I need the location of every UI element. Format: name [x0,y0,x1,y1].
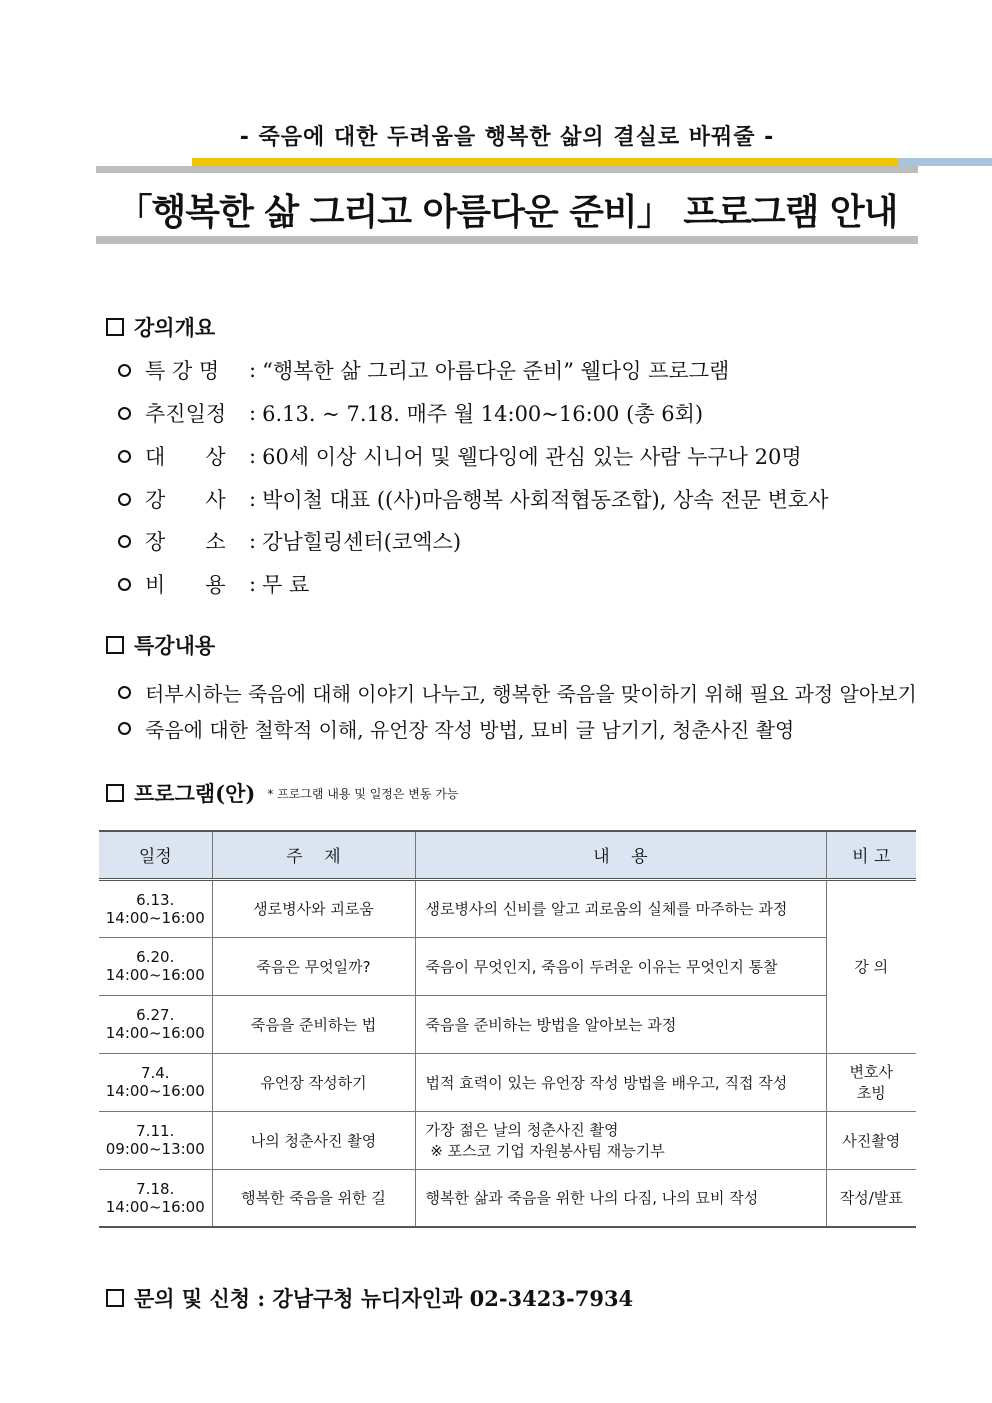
page-title: 「행복한 삶 그리고 아름다운 준비」 프로그램 안내 [116,192,898,233]
item-value: “행복한 삶 그리고 아름다운 준비” 웰다잉 프로그램 [262,359,730,383]
item-label: 추진일정 [145,402,227,426]
circle-bullet-icon [118,407,131,420]
program-table [99,830,916,1228]
circle-bullet-icon [118,364,131,377]
item-label: 강 사 [145,488,226,512]
circle-bullet-icon [118,450,131,463]
note-cell: 작성/발표 [826,1169,916,1227]
content-item [118,678,917,707]
schedule-cell: 6.20. 14:00~16:00 [99,937,212,995]
table-row [99,879,916,937]
table-row [99,1169,916,1227]
content-cell: 가장 젊은 날의 청춘사진 촬영 ※ 포스코 기업 자원봉사팀 재능기부 [415,1111,826,1169]
overview-item-schedule: 추진일정 : 6.13. ~ 7.18. 매주 월 14:00~16:00 (총 6회) [118,398,703,428]
topic-cell: 죽음을 준비하는 법 [212,995,415,1053]
topic-cell: 생로병사와 괴로움 [212,879,415,937]
overview-item-title: 특 강 명 : “행복한 삶 그리고 아름다운 준비” 웰다잉 프로그램 [118,355,729,385]
checkbox-square-icon [106,318,124,336]
item-value: 강남힐링센터(코엑스) [262,530,462,554]
program-heading [106,778,459,808]
schedule-cell: 6.13. 14:00~16:00 [99,879,212,937]
table-row [99,937,916,995]
column-header-topic: 주 제 [212,831,415,879]
overview-heading-label: 강의개요 [134,315,216,340]
table-header-row [99,831,916,879]
item-label: 비 용 [145,573,226,597]
schedule-cell: 7.4. 14:00~16:00 [99,1053,212,1111]
content-heading [106,630,215,660]
circle-bullet-icon [118,535,131,548]
column-header-schedule: 일정 [99,831,212,879]
content-cell: 법적 효력이 있는 유언장 작성 방법을 배우고, 직접 작성 [415,1053,826,1111]
note-cell-lecture: 강 의 [826,879,916,1053]
program-note: * 프로그램 내용 및 일정은 변동 가능 [267,786,459,801]
item-value: 60세 이상 시니어 및 웰다잉에 관심 있는 사람 누구나 20명 [262,445,802,469]
schedule-cell: 6.27. 14:00~16:00 [99,995,212,1053]
subtitle: - 죽음에 대한 두려움을 행복한 삶의 결실로 바꿔줄 - [239,125,775,150]
column-header-content: 내 용 [415,831,826,879]
checkbox-square-icon [106,1289,124,1307]
overview-item-target: 대 상 : 60세 이상 시니어 및 웰다잉에 관심 있는 사람 누구나 20명 [118,441,802,471]
table-row [99,995,916,1053]
topic-cell: 죽음은 무엇일까? [212,937,415,995]
title-bottom-rule [96,236,918,244]
overview-item-lecturer: 강 사 : 박이철 대표 ((사)마음행복 사회적협동조합), 상속 전문 변호사 [118,484,828,514]
circle-bullet-icon [118,578,131,591]
schedule-cell: 7.11. 09:00~13:00 [99,1111,212,1169]
circle-bullet-icon [118,686,131,699]
item-label: 대 상 [145,445,226,469]
item-value: 6.13. ~ 7.18. 매주 월 14:00~16:00 (총 6회) [262,402,704,426]
circle-bullet-icon [118,722,131,735]
table-row [99,1053,916,1111]
schedule-cell: 7.18. 14:00~16:00 [99,1169,212,1227]
checkbox-square-icon [106,636,124,654]
topic-cell: 유언장 작성하기 [212,1053,415,1111]
checkbox-square-icon [106,784,124,802]
content-cell: 죽음을 준비하는 방법을 알아보는 과정 [415,995,826,1053]
content-item [118,714,794,743]
note-cell: 변호사 초빙 [826,1053,916,1111]
item-value: 무 료 [262,573,310,597]
content-cell: 행복한 삶과 죽음을 위한 나의 다짐, 나의 묘비 작성 [415,1169,826,1227]
circle-bullet-icon [118,493,131,506]
table-row [99,1111,916,1169]
content-cell: 생로병사의 신비를 알고 괴로움의 실체를 마주하는 과정 [415,879,826,937]
overview-item-place: 장 소 : 강남힐링센터(코엑스) [118,526,461,556]
content-cell: 죽음이 무엇인지, 죽음이 두려운 이유는 무엇인지 통찰 [415,937,826,995]
item-label: 특 강 명 [145,359,220,383]
item-value: 박이철 대표 ((사)마음행복 사회적협동조합), 상속 전문 변호사 [262,488,829,512]
topic-cell: 행복한 죽음을 위한 길 [212,1169,415,1227]
item-label: 장 소 [145,530,226,554]
contact-text: 문의 및 신청 : 강남구청 뉴디자인과 02-3423-7934 [134,1286,634,1311]
content-item-text: 죽음에 대한 철학적 이해, 유언장 작성 방법, 묘비 글 남기기, 청춘사진 촬영 [145,718,795,742]
note-cell: 사진촬영 [826,1111,916,1169]
overview-heading [106,312,215,342]
overview-item-cost: 비 용 : 무 료 [118,569,309,599]
title-top-rule [96,158,918,172]
program-heading-label: 프로그램(안) [134,781,256,806]
content-heading-label: 특강내용 [134,633,216,658]
content-item-text: 터부시하는 죽음에 대해 이야기 나누고, 행복한 죽음을 맞이하기 위해 필요 과정 알아보기 [145,682,917,706]
contact-heading [106,1283,633,1313]
column-header-note: 비 고 [826,831,916,879]
topic-cell: 나의 청춘사진 촬영 [212,1111,415,1169]
